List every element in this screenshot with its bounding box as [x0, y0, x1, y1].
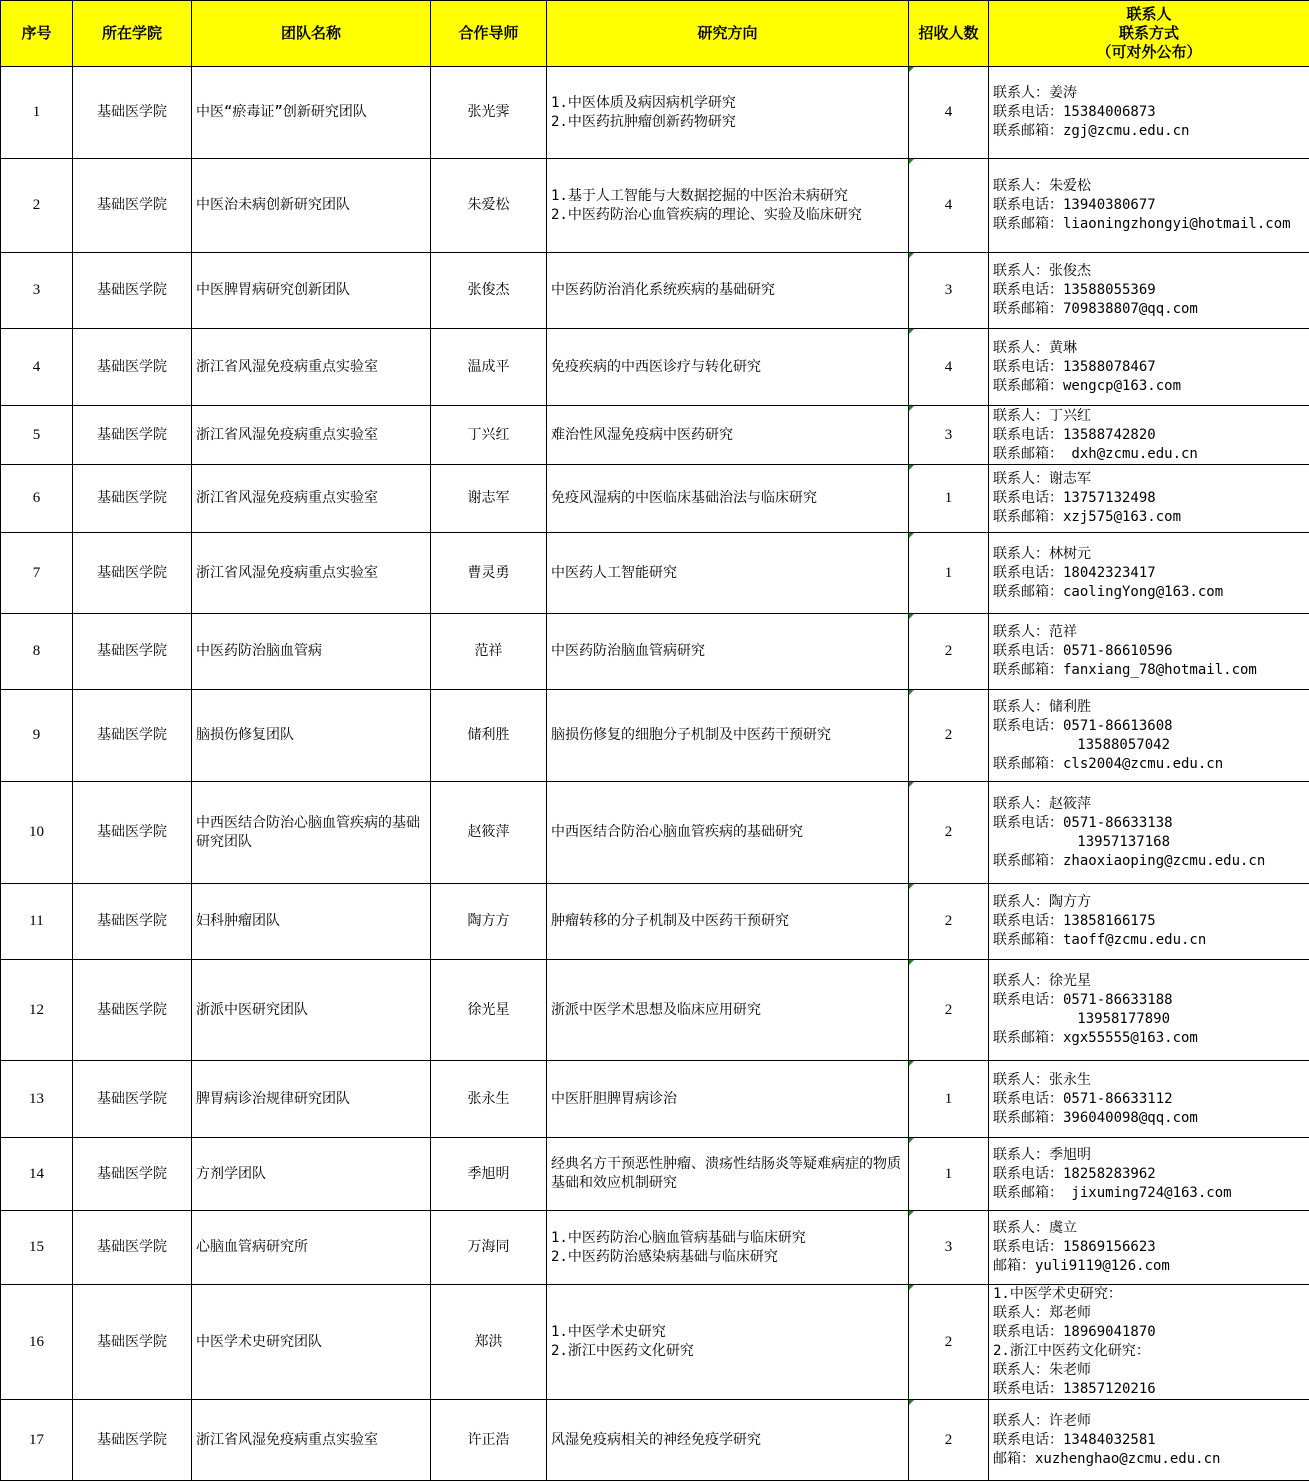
contact-cell: 联系人：季旭明 联系电话：18258283962 联系邮箱： jixuming724@163.com — [989, 1138, 1309, 1211]
research-direction-cell: 中医药人工智能研究 — [547, 533, 909, 614]
team-name-cell: 中西医结合防治心脑血管疾病的基础研究团队 — [192, 782, 431, 884]
college-cell: 基础医学院 — [73, 1138, 192, 1211]
table-row — [1, 406, 1309, 465]
table-row — [1, 614, 1309, 690]
research-direction-cell: 中医肝胆脾胃病诊治 — [547, 1061, 909, 1138]
mentor-cell: 徐光星 — [431, 960, 547, 1061]
row-index: 16 — [1, 1285, 73, 1400]
row-index: 17 — [1, 1400, 73, 1481]
recruit-count-cell: 3 — [909, 253, 989, 329]
table-row — [1, 782, 1309, 884]
contact-cell: 联系人：林树元 联系电话：18042323417 联系邮箱：caolingYong@163.com — [989, 533, 1309, 614]
research-direction-cell: 脑损伤修复的细胞分子机制及中医药干预研究 — [547, 690, 909, 782]
research-direction-cell: 免疫疾病的中西医诊疗与转化研究 — [547, 329, 909, 406]
table-row — [1, 1285, 1309, 1400]
mentor-cell: 郑洪 — [431, 1285, 547, 1400]
research-direction-cell: 中西医结合防治心脑血管疾病的基础研究 — [547, 782, 909, 884]
table-row — [1, 1138, 1309, 1211]
contact-cell: 联系人：谢志军 联系电话：13757132498 联系邮箱：xzj575@163.com — [989, 465, 1309, 533]
mentor-cell: 张永生 — [431, 1061, 547, 1138]
recruit-count-cell: 2 — [909, 782, 989, 884]
mentor-cell: 曹灵勇 — [431, 533, 547, 614]
research-direction-cell: 中医药防治消化系统疾病的基础研究 — [547, 253, 909, 329]
college-cell: 基础医学院 — [73, 1061, 192, 1138]
row-index: 6 — [1, 465, 73, 533]
college-cell: 基础医学院 — [73, 253, 192, 329]
contact-cell: 1.中医学术史研究： 联系人：郑老师 联系电话：18969041870 2.浙江中医药文化研究： 联系人：朱老师 联系电话：13857120216 — [989, 1285, 1309, 1400]
table-row — [1, 1211, 1309, 1285]
table-row — [1, 960, 1309, 1061]
team-name-cell: 中医学术史研究团队 — [192, 1285, 431, 1400]
team-name-cell: 心脑血管病研究所 — [192, 1211, 431, 1285]
table-row — [1, 533, 1309, 614]
research-direction-cell: 经典名方干预恶性肿瘤、溃疡性结肠炎等疑难病症的物质基础和效应机制研究 — [547, 1138, 909, 1211]
mentor-cell: 陶方方 — [431, 884, 547, 960]
header-row — [1, 1, 1309, 67]
row-index: 5 — [1, 406, 73, 465]
row-index: 3 — [1, 253, 73, 329]
research-direction-cell: 1.基于人工智能与大数据挖掘的中医治未病研究 2.中医药防治心血管疾病的理论、实验及临床研究 — [547, 159, 909, 253]
team-name-cell: 中医“瘀毒证”创新研究团队 — [192, 67, 431, 159]
header-count: 招收人数 — [909, 1, 989, 67]
header-mentor: 合作导师 — [431, 1, 547, 67]
contact-cell: 联系人：虞立 联系电话：15869156623 邮箱：yuli9119@126.com — [989, 1211, 1309, 1285]
row-index: 13 — [1, 1061, 73, 1138]
table-row — [1, 690, 1309, 782]
table-row — [1, 1400, 1309, 1481]
team-name-cell: 方剂学团队 — [192, 1138, 431, 1211]
research-direction-cell: 中医药防治脑血管病研究 — [547, 614, 909, 690]
mentor-cell: 朱爱松 — [431, 159, 547, 253]
college-cell: 基础医学院 — [73, 690, 192, 782]
college-cell: 基础医学院 — [73, 329, 192, 406]
college-cell: 基础医学院 — [73, 159, 192, 253]
college-cell: 基础医学院 — [73, 406, 192, 465]
team-name-cell: 中医治未病创新研究团队 — [192, 159, 431, 253]
header-contact: 联系人 联系方式 （可对外公布） — [989, 1, 1309, 67]
row-index: 9 — [1, 690, 73, 782]
college-cell: 基础医学院 — [73, 884, 192, 960]
team-name-cell: 中医药防治脑血管病 — [192, 614, 431, 690]
header-idx: 序号 — [1, 1, 73, 67]
table-row — [1, 159, 1309, 253]
recruit-count-cell: 3 — [909, 406, 989, 465]
college-cell: 基础医学院 — [73, 1211, 192, 1285]
contact-cell: 联系人：陶方方 联系电话：13858166175 联系邮箱：taoff@zcmu.edu.cn — [989, 884, 1309, 960]
research-direction-cell: 难治性风湿免疫病中医药研究 — [547, 406, 909, 465]
team-name-cell: 浙江省风湿免疫病重点实验室 — [192, 465, 431, 533]
row-index: 1 — [1, 67, 73, 159]
recruit-count-cell: 4 — [909, 67, 989, 159]
team-name-cell: 浙江省风湿免疫病重点实验室 — [192, 329, 431, 406]
team-name-cell: 妇科肿瘤团队 — [192, 884, 431, 960]
college-cell: 基础医学院 — [73, 67, 192, 159]
research-direction-cell: 1.中医学术史研究 2.浙江中医药文化研究 — [547, 1285, 909, 1400]
research-direction-cell: 1.中医体质及病因病机学研究 2.中医药抗肿瘤创新药物研究 — [547, 67, 909, 159]
mentor-cell: 张光霁 — [431, 67, 547, 159]
research-direction-cell: 浙派中医学术思想及临床应用研究 — [547, 960, 909, 1061]
row-index: 4 — [1, 329, 73, 406]
team-name-cell: 脾胃病诊治规律研究团队 — [192, 1061, 431, 1138]
recruit-count-cell: 1 — [909, 533, 989, 614]
row-index: 14 — [1, 1138, 73, 1211]
recruit-count-cell: 2 — [909, 690, 989, 782]
research-direction-cell: 风湿免疫病相关的神经免疫学研究 — [547, 1400, 909, 1481]
table-row — [1, 884, 1309, 960]
college-cell: 基础医学院 — [73, 960, 192, 1061]
row-index: 15 — [1, 1211, 73, 1285]
research-direction-cell: 1.中医药防治心脑血管病基础与临床研究 2.中医药防治感染病基础与临床研究 — [547, 1211, 909, 1285]
mentor-cell: 范祥 — [431, 614, 547, 690]
recruit-count-cell: 2 — [909, 1285, 989, 1400]
recruit-count-cell: 4 — [909, 329, 989, 406]
mentor-cell: 张俊杰 — [431, 253, 547, 329]
row-index: 2 — [1, 159, 73, 253]
recruit-count-cell: 1 — [909, 1061, 989, 1138]
mentor-cell: 许正浩 — [431, 1400, 547, 1481]
contact-cell: 联系人：范祥 联系电话：0571-86610596 联系邮箱：fanxiang_78@hotmail.com — [989, 614, 1309, 690]
mentor-cell: 赵筱萍 — [431, 782, 547, 884]
recruit-count-cell: 1 — [909, 465, 989, 533]
contact-cell: 联系人：黄琳 联系电话：13588078467 联系邮箱：wengcp@163.com — [989, 329, 1309, 406]
recruit-count-cell: 2 — [909, 1400, 989, 1481]
recruit-count-cell: 1 — [909, 1138, 989, 1211]
contact-cell: 联系人：张俊杰 联系电话：13588055369 联系邮箱：709838807@qq.com — [989, 253, 1309, 329]
college-cell: 基础医学院 — [73, 465, 192, 533]
header-direction: 研究方向 — [547, 1, 909, 67]
recruit-count-cell: 3 — [909, 1211, 989, 1285]
table-row — [1, 329, 1309, 406]
contact-cell: 联系人：姜涛 联系电话：15384006873 联系邮箱：zgj@zcmu.edu.cn — [989, 67, 1309, 159]
contact-cell: 联系人：赵筱萍 联系电话：0571-86633138 13957137168 联系邮箱：zhaoxiaoping@zcmu.edu.cn — [989, 782, 1309, 884]
mentor-cell: 丁兴红 — [431, 406, 547, 465]
team-name-cell: 浙派中医研究团队 — [192, 960, 431, 1061]
row-index: 12 — [1, 960, 73, 1061]
mentor-cell: 谢志军 — [431, 465, 547, 533]
team-name-cell: 浙江省风湿免疫病重点实验室 — [192, 406, 431, 465]
contact-cell: 联系人：朱爱松 联系电话：13940380677 联系邮箱：liaoningzhongyi@hotmail.com — [989, 159, 1309, 253]
recruit-count-cell: 2 — [909, 614, 989, 690]
header-team: 团队名称 — [192, 1, 431, 67]
team-name-cell: 脑损伤修复团队 — [192, 690, 431, 782]
college-cell: 基础医学院 — [73, 533, 192, 614]
mentor-cell: 万海同 — [431, 1211, 547, 1285]
college-cell: 基础医学院 — [73, 614, 192, 690]
college-cell: 基础医学院 — [73, 1400, 192, 1481]
college-cell: 基础医学院 — [73, 782, 192, 884]
contact-cell: 联系人：徐光星 联系电话：0571-86633188 13958177890 联系邮箱：xgx55555@163.com — [989, 960, 1309, 1061]
research-direction-cell: 免疫风湿病的中医临床基础治法与临床研究 — [547, 465, 909, 533]
recruit-count-cell: 2 — [909, 884, 989, 960]
mentor-cell: 温成平 — [431, 329, 547, 406]
recruit-count-cell: 4 — [909, 159, 989, 253]
team-name-cell: 浙江省风湿免疫病重点实验室 — [192, 1400, 431, 1481]
contact-cell: 联系人：张永生 联系电话：0571-86633112 联系邮箱：396040098@qq.com — [989, 1061, 1309, 1138]
mentor-cell: 季旭明 — [431, 1138, 547, 1211]
recruit-count-cell: 2 — [909, 960, 989, 1061]
row-index: 8 — [1, 614, 73, 690]
row-index: 7 — [1, 533, 73, 614]
table-row — [1, 67, 1309, 159]
header-school: 所在学院 — [73, 1, 192, 67]
mentor-cell: 储利胜 — [431, 690, 547, 782]
row-index: 11 — [1, 884, 73, 960]
team-name-cell: 浙江省风湿免疫病重点实验室 — [192, 533, 431, 614]
table-row — [1, 253, 1309, 329]
college-cell: 基础医学院 — [73, 1285, 192, 1400]
contact-cell: 联系人：储利胜 联系电话：0571-86613608 13588057042 联系邮箱：cls2004@zcmu.edu.cn — [989, 690, 1309, 782]
contact-cell: 联系人：丁兴红 联系电话：13588742820 联系邮箱： dxh@zcmu.edu.cn — [989, 406, 1309, 465]
contact-cell: 联系人：许老师 联系电话：13484032581 邮箱：xuzhenghao@zcmu.edu.cn — [989, 1400, 1309, 1481]
team-name-cell: 中医脾胃病研究创新团队 — [192, 253, 431, 329]
table-row — [1, 465, 1309, 533]
table-row — [1, 1061, 1309, 1138]
research-direction-cell: 肿瘤转移的分子机制及中医药干预研究 — [547, 884, 909, 960]
row-index: 10 — [1, 782, 73, 884]
